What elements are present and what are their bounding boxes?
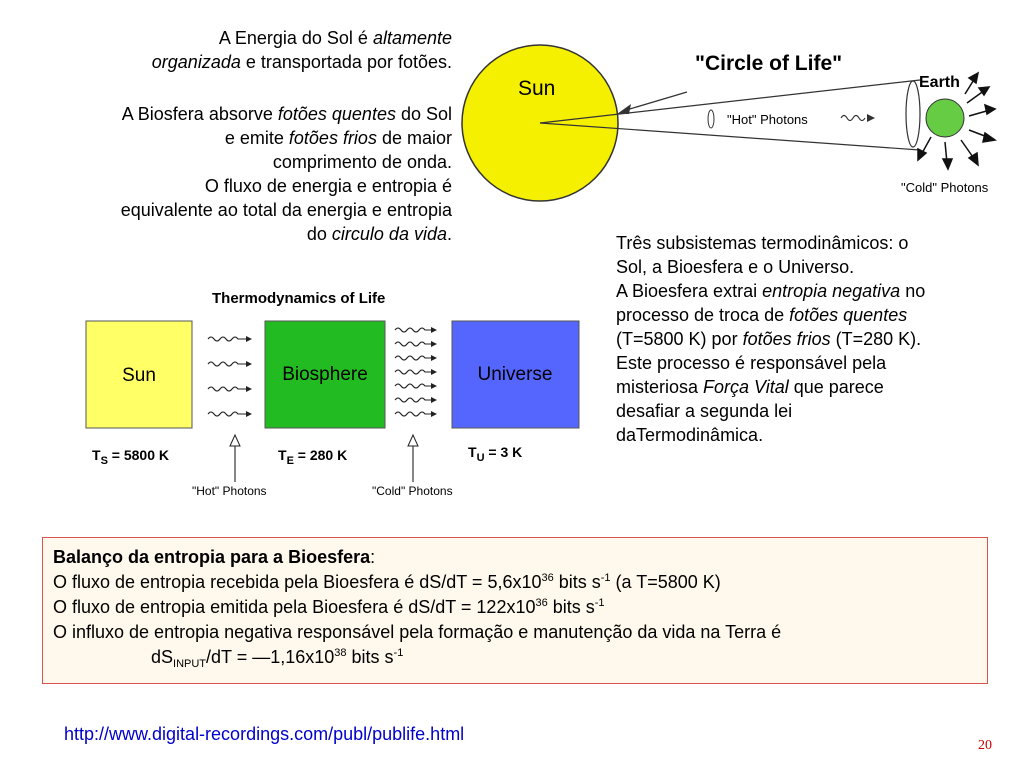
hot-photon-arrowhead bbox=[867, 114, 875, 122]
thermo-hot-label: "Hot" Photons bbox=[192, 484, 267, 498]
sub-line-7: misteriosa Força Vital que parece bbox=[616, 377, 884, 397]
bio-line-4: O fluxo de energia e entropia é bbox=[204, 176, 452, 196]
cold-photon-waves bbox=[395, 328, 431, 416]
circle-of-life-diagram bbox=[455, 38, 1024, 208]
balance-line-2: O fluxo de entropia emitida pela Bioesfera é $dS/dT = 122x10^{36}$ bits $s^{-1}$ bbox=[53, 597, 605, 617]
balance-line-1: O fluxo de entropia recebida pela Bioesfera é $dS/dT = 5,6x10^{36}$ bits $s^{-1}$ (a T=5800 K) bbox=[53, 572, 721, 592]
hot-photon-waves bbox=[208, 337, 246, 416]
intro-line-2: organizada e transportada por fotões. bbox=[151, 52, 452, 72]
circle-cold-label: "Cold" Photons bbox=[901, 180, 989, 195]
earth-label: Earth bbox=[919, 74, 960, 91]
photon-ellipse-large bbox=[906, 81, 920, 147]
earth-circle bbox=[926, 99, 964, 137]
sub-line-9: daTermodinâmica. bbox=[616, 425, 764, 445]
bio-line-5: equivalente ao total da energia e entropia bbox=[120, 200, 452, 220]
cold-photon-arrowheads bbox=[431, 327, 437, 417]
biosphere-box-label: Biosphere bbox=[282, 364, 368, 385]
balance-line-4: $dS_{INPUT}/dT$ = $—1,16x10^{38}$ bits $s^{-1}$ bbox=[151, 647, 404, 670]
bio-line-6: do circulo da vida. bbox=[306, 224, 452, 244]
entropy-balance-box bbox=[42, 537, 988, 684]
sub-line-5: (T=5800 K) por fotões frios (T=280 K). bbox=[616, 329, 922, 349]
intro-text bbox=[20, 26, 452, 74]
sub-line-4: processo de troca de fotões quentes bbox=[616, 305, 908, 325]
page-number: 20 bbox=[978, 738, 992, 753]
source-link[interactable]: http://www.digital-recordings.com/publ/publife.html bbox=[64, 724, 465, 744]
sun-box-label: Sun bbox=[122, 365, 156, 386]
sub-line-2: Sol, a Bioesfera e o Universo. bbox=[616, 257, 855, 277]
temp-sun: $T_S = 5800$ K bbox=[92, 447, 170, 467]
sub-line-3: A Bioesfera extrai entropia negativa no bbox=[616, 281, 926, 301]
return-arrow-line bbox=[623, 92, 687, 111]
return-arrowhead bbox=[617, 104, 631, 114]
bio-line-2: e emite fotões frios de maior bbox=[224, 128, 452, 148]
circle-sun-label: Sun bbox=[518, 77, 556, 100]
photon-ellipse-small bbox=[708, 110, 714, 128]
circle-hot-label: "Hot" Photons bbox=[727, 112, 808, 127]
subsystems-text bbox=[616, 231, 1016, 447]
biosphere-text bbox=[10, 102, 452, 246]
bio-line-3: comprimento de onda. bbox=[272, 152, 452, 172]
sub-line-6: Este processo é responsável pela bbox=[616, 353, 887, 373]
thermo-cold-label: "Cold" Photons bbox=[372, 484, 453, 498]
balance-line-3: O influxo de entropia negativa responsável pela formação e manutenção da vida na Terra é bbox=[53, 622, 782, 642]
thermo-title: Thermodynamics of Life bbox=[212, 290, 386, 307]
temp-universe: $T_U = 3$ K bbox=[468, 444, 523, 464]
sub-line-1: Três subsistemas termodinâmicos: o bbox=[616, 233, 909, 253]
hot-photon-wave bbox=[841, 116, 865, 121]
hot-photon-arrowheads bbox=[246, 336, 252, 417]
temp-biosphere: $T_E = 280$ K bbox=[278, 447, 348, 467]
bio-line-1: A Biosfera absorve fotões quentes do Sol bbox=[121, 104, 452, 124]
sub-line-8: desafiar a segunda lei bbox=[616, 401, 793, 421]
cold-pointer-arrowhead bbox=[408, 435, 418, 446]
circle-title: "Circle of Life" bbox=[695, 52, 843, 75]
hot-pointer-arrowhead bbox=[230, 435, 240, 446]
balance-title: Balanço da entropia para a Bioesfera: bbox=[53, 547, 376, 567]
thermodynamics-diagram bbox=[80, 284, 600, 504]
universe-box-label: Universe bbox=[477, 364, 553, 385]
intro-line-1: A Energia do Sol é altamente bbox=[218, 28, 452, 48]
